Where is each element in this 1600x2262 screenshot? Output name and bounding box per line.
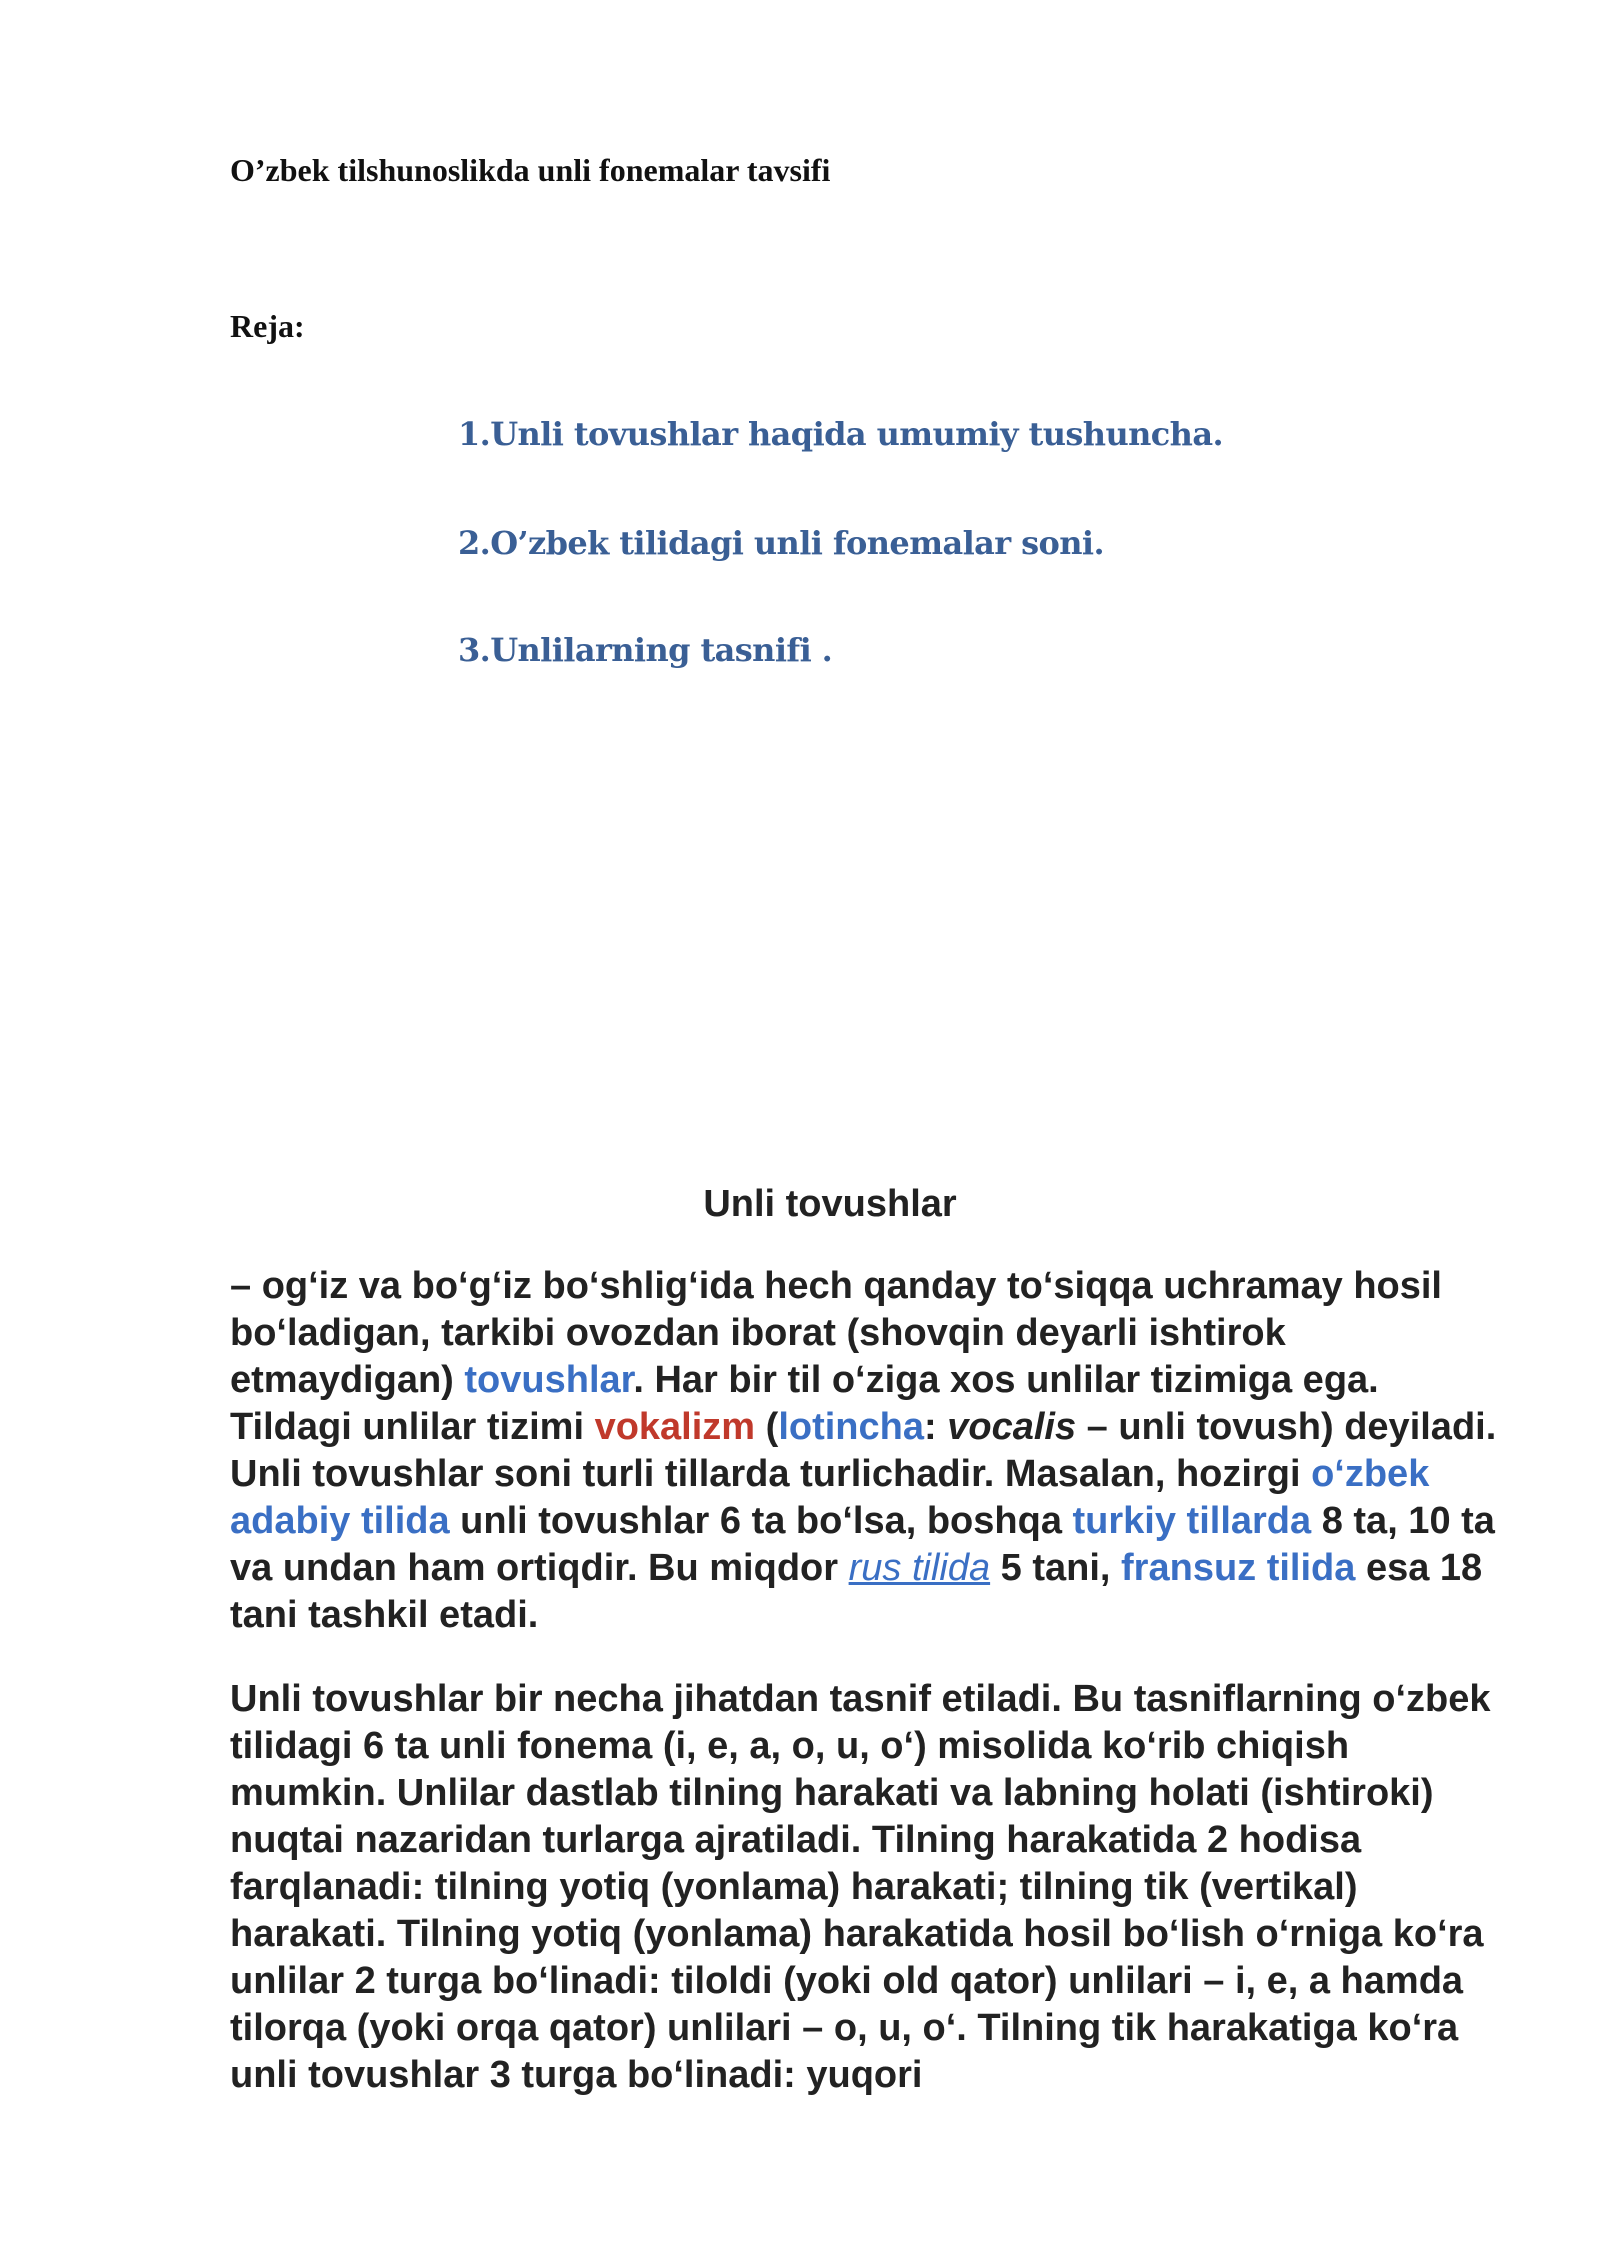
text-span: 8 ta, 10 ta va undan ham ortiqdir. Bu miqdor: [230, 1500, 1495, 1589]
page-title: O’zbek tilshunoslikda unli fonemalar tavsifi: [230, 152, 831, 188]
link-rus-tilida[interactable]: rus tilida: [848, 1547, 991, 1589]
paragraph-classification: Unli tovushlar bir necha jihatdan tasnif etiladi. Bu tasniflarning oʻzbek tilidagi 6 ta unli fonema (i, e, a, o, u, oʻ) misolida koʻrib chiqish mumkin. Unlilar dastlab tilning harakati va labning holati (ishtiroki) nuqtai nazaridan turlarga ajratiladi. Tilning harakatida 2 hodisa farqlanadi: tilning yotiq (yonlama) harakati; tilning tik (vertikal) harakati. Tilning yotiq (yonlama) harakatida hosil boʻlish oʻrniga koʻra unlilar 2 turga boʻlinadi: tiloldi (yoki old qator) unlilari – i, e, a hamda tilorqa (yoki orqa qator) unlilari – o, u, oʻ. Tilning tik harakatiga koʻra unli tovushlar 3 turga boʻlinadi: yuqori: [230, 1678, 1491, 2096]
text-span: :: [924, 1406, 948, 1448]
text-span: 5 tani,: [990, 1547, 1122, 1589]
link-vokalizm[interactable]: vokalizm: [594, 1406, 756, 1448]
link-turkiy-tillarda[interactable]: turkiy tillarda: [1072, 1500, 1312, 1542]
text-span: – ogʻiz va boʻgʻiz boʻshligʻida hech qanday toʻsiqqa uchramay hosil boʻladigan, tarkibi ovozdan iborat (shovqin deyarli ishtirok etmaydigan): [230, 1265, 1442, 1401]
text-span: . Har bir til oʻziga xos unlilar tizimiga ega. Tildagi unlilar tizimi: [230, 1359, 1379, 1448]
plan-item-3: 3.Unlilarning tasnifi .: [458, 631, 833, 669]
paragraph-definition: [230, 1263, 1500, 1639]
term-vocalis: vocalis: [947, 1406, 1077, 1448]
text-span: unli tovushlar 6 ta boʻlsa, boshqa: [449, 1500, 1073, 1542]
link-lotincha[interactable]: lotincha: [778, 1406, 924, 1448]
link-ozbek-adabiy-tilida[interactable]: oʻzbek adabiy tilida: [230, 1453, 1430, 1542]
link-fransuz-tilida[interactable]: fransuz tilida: [1121, 1547, 1356, 1589]
text-span: esa 18 tani tashkil etadi.: [230, 1547, 1483, 1636]
plan-item-1: 1.Unli tovushlar haqida umumiy tushuncha.: [458, 415, 1223, 453]
plan-item-2: 2.O’zbek tilidagi unli fonemalar soni.: [458, 524, 1104, 562]
plan-label: Reja:: [230, 308, 305, 344]
section-heading: Unli tovushlar: [703, 1183, 957, 1225]
text-span: (: [755, 1406, 779, 1448]
link-tovushlar[interactable]: tovushlar: [464, 1359, 634, 1401]
text-span: – unli tovush) deyiladi. Unli tovushlar soni turli tillarda turlichadir. Masalan, hozirgi: [230, 1406, 1497, 1495]
